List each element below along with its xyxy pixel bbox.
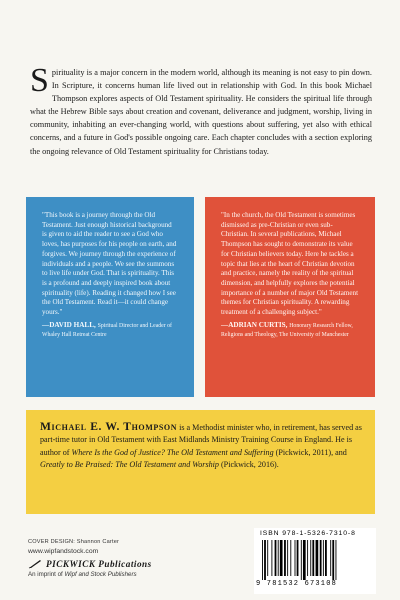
- imprint-name: Wipf and Stock Publishers: [64, 571, 137, 579]
- quill-pen-icon: [28, 559, 42, 569]
- isbn-barcode: [254, 528, 376, 594]
- barcode-bar: [271, 540, 272, 576]
- barcode-bar: [332, 540, 334, 580]
- publisher-logo: [28, 559, 198, 569]
- endorsement-author: [221, 321, 359, 340]
- barcode-bar: [303, 540, 306, 580]
- cover-design-credit: COVER DESIGN: Shannon Carter: [28, 539, 120, 545]
- cover-credits: [28, 538, 198, 580]
- isbn-number: ISBN 978-1-5326-7310-8: [260, 530, 356, 537]
- barcode-bar: [262, 540, 263, 580]
- barcode-bar: [275, 540, 277, 576]
- barcode-bar: [336, 540, 337, 580]
- barcode-bar: [295, 540, 296, 576]
- barcode-bar: [267, 540, 268, 576]
- book-title: Where Is the God of Justice? The Old Testament and Suffering: [71, 447, 274, 457]
- barcode-bar: [280, 540, 283, 576]
- barcode-digits: 9 781532 673108: [256, 580, 338, 588]
- endorsement-blurb-curtis: [205, 197, 375, 397]
- barcode-bar: [312, 540, 314, 576]
- barcode-bar: [264, 540, 266, 580]
- barcode-bar: [320, 540, 322, 576]
- barcode-bar: [284, 540, 286, 576]
- description-text: pirituality is a major concern in the modern world, although its meaning is not easy to pin down. In Scripture, it concerns human life lived out in relationship with God. In this book Michael Thompson explores aspects of Old Testament spirituality. He considers the spiritual life through what the Hebrew Bible says about creation and covenant, deliverance and judgment, worship, living in community, inhabiting an ever-changing world, with questions about suffering, yet also with ethical concerns, and a future in God's possible ongoing care. Each chapter concludes with a section exploring the ongoing relevance of Old Testament spirituality for Christians today.: [30, 68, 372, 156]
- barcode-bar: [297, 540, 299, 576]
- barcode-bar: [307, 540, 308, 576]
- bio-text: (Pickwick, 2016).: [218, 459, 279, 469]
- endorsement-author-name: —DAVID HALL,: [42, 320, 96, 329]
- author-name: Michael E. W. Thompson: [40, 420, 178, 433]
- endorsement-author: [42, 321, 178, 340]
- barcode-bar: [323, 540, 324, 576]
- barcode-icon: [262, 540, 368, 580]
- imprint-line: [28, 570, 198, 579]
- publisher-name: PICKWICK Publications: [46, 558, 152, 569]
- endorsement-quote: "This book is a journey through the Old Testament. Just enough historical background is given to aid the reader to see a God who loves, has purposes for his people on earth, and forgives. We journey through the experience of individuals and a people. We see the summons to live life under God. That is spirituality. This is a profound and deeply inspired book about spirituality (life). Reading it changed how I see the Old Testament. Read it—it could change yours.": [42, 211, 177, 317]
- publisher-website[interactable]: www.wipfandstock.com: [28, 548, 99, 556]
- bio-text: is a Methodist minister who, in retirement, has served as part-time tutor in Old Testament with East Midlands Ministry Training Course in England. He is author of: [40, 423, 362, 457]
- bio-text: (Pickwick, 2011), and: [273, 447, 347, 457]
- endorsement-author-role: Spiritual Director and Leader of Whaley Hall Retreat Centre: [42, 322, 172, 339]
- endorsement-author-role: Honorary Research Fellow, Religions and Theology, The University of Manchester: [221, 322, 353, 339]
- barcode-bar: [325, 540, 327, 576]
- endorsement-blurb-hall: [26, 197, 194, 397]
- imprint-prefix: An imprint of: [28, 571, 65, 579]
- book-description: [30, 62, 372, 158]
- barcode-bar: [310, 540, 311, 576]
- endorsement-author-name: —ADRIAN CURTIS,: [221, 320, 288, 329]
- barcode-bar: [301, 540, 302, 580]
- drop-cap: S: [30, 62, 49, 99]
- barcode-bar: [287, 540, 288, 576]
- barcode-bar: [330, 540, 331, 576]
- barcode-bar: [290, 540, 291, 576]
- author-bio: [26, 410, 375, 514]
- endorsement-quote: "In the church, the Old Testament is sometimes dismissed as pre-Christian or even sub-Christian. In several publications, Michael Thompson has sought to demonstrate its value for Christian believers today. Here he tackles a topic that lies at the heart of Christian devotion and practice, namely the reality of the spiritual dimension, and helpfully explores the potential importance of a number of major Old Testament themes for Christian spirituality. A rewarding treatment of a challenging subject.": [221, 211, 359, 317]
- book-title: Greatly to Be Praised: The Old Testament and Worship: [40, 459, 219, 469]
- barcode-bar: [278, 540, 279, 576]
- barcode-bar: [316, 540, 319, 576]
